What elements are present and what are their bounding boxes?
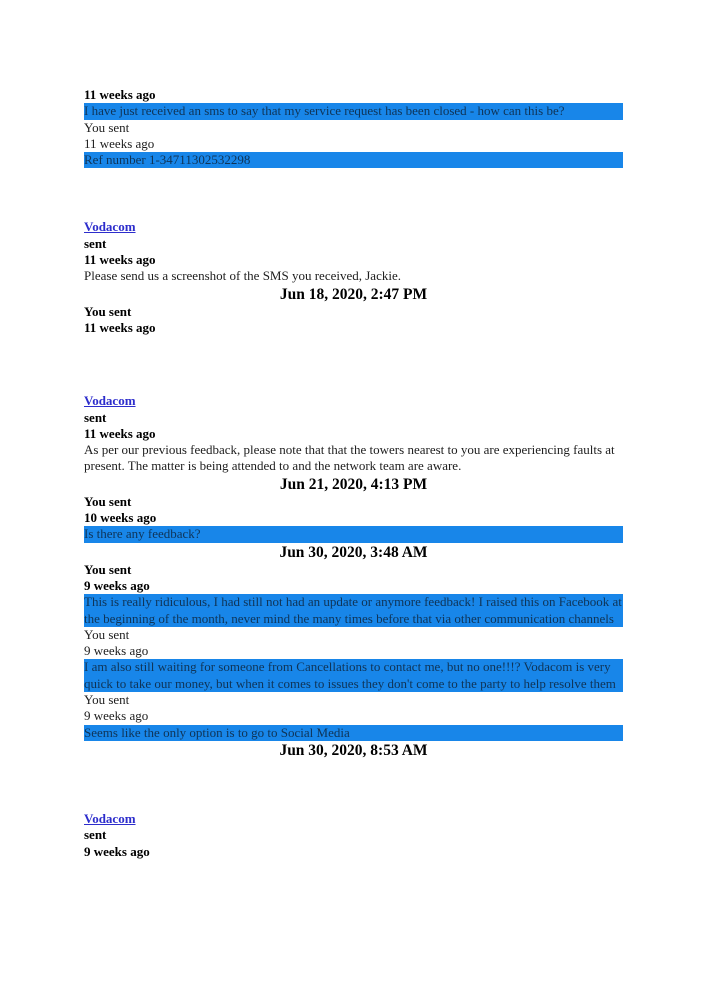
sender-link-row: [84, 393, 623, 409]
sent-label: sent: [84, 827, 107, 843]
timestamp-label: 11 weeks ago: [84, 252, 156, 268]
message-highlighted: This is really ridiculous, I had still not had an update or anymore feedback! I raised this on Facebook at the beginning of the month, never mind the many times before that via other communication channels: [84, 594, 622, 626]
timestamp-label: 10 weeks ago: [84, 510, 157, 526]
sent-label: sent: [84, 235, 107, 251]
message-group: [84, 811, 623, 860]
timestamp-label: 11 weeks ago: [84, 87, 156, 102]
date-separator: Jun 30, 2020, 3:48 AM: [279, 543, 428, 561]
sent-label: sent: [84, 409, 107, 425]
sender-link-row: [84, 811, 623, 827]
timestamp-label: 11 weeks ago: [84, 319, 156, 335]
sender-label: You sent: [84, 561, 132, 577]
message-highlighted: Is there any feedback?: [84, 526, 623, 542]
timestamp-label: 9 weeks ago: [84, 643, 149, 659]
vodacom-link[interactable]: Vodacom: [84, 219, 136, 235]
message-highlighted: Ref number 1-34711302532298: [84, 152, 623, 168]
message-group: [84, 87, 623, 168]
timestamp-label: 11 weeks ago: [84, 425, 156, 441]
message-highlighted: I am also still waiting for someone from Cancellations to contact me, but no one!!!? Vodacom is very quick to take our money, but when it comes to issues they don't come to the party to help resolve them: [84, 659, 623, 692]
sender-label: You sent: [84, 493, 132, 509]
sender-label: You sent: [84, 119, 130, 135]
message-highlighted: Seems like the only option is to go to Social Media: [84, 725, 623, 741]
message-text: As per our previous feedback, please note that that the towers nearest to you are experiencing faults at present. The matter is being attended to and the network team are aware.: [84, 442, 615, 474]
date-separator: Jun 30, 2020, 8:53 AM: [279, 741, 428, 759]
sender-link-row: [84, 219, 623, 235]
timestamp-label: 9 weeks ago: [84, 708, 149, 724]
date-separator: Jun 21, 2020, 4:13 PM: [279, 475, 428, 493]
sender-label: You sent: [84, 626, 130, 642]
timestamp-label: 9 weeks ago: [84, 843, 150, 859]
timestamp-label: 11 weeks ago: [84, 135, 155, 151]
message-group: [84, 393, 623, 760]
timestamp-label: 9 weeks ago: [84, 577, 150, 593]
sender-label: You sent: [84, 692, 130, 708]
message-text: Please send us a screenshot of the SMS you received, Jackie.: [84, 268, 401, 284]
sender-label: You sent: [84, 303, 132, 319]
date-separator: Jun 18, 2020, 2:47 PM: [279, 285, 428, 303]
message-group: [84, 219, 623, 336]
vodacom-link[interactable]: Vodacom: [84, 393, 136, 409]
vodacom-link[interactable]: Vodacom: [84, 810, 136, 826]
message-highlighted: I have just received an sms to say that my service request has been closed - how can this be?: [84, 103, 623, 119]
